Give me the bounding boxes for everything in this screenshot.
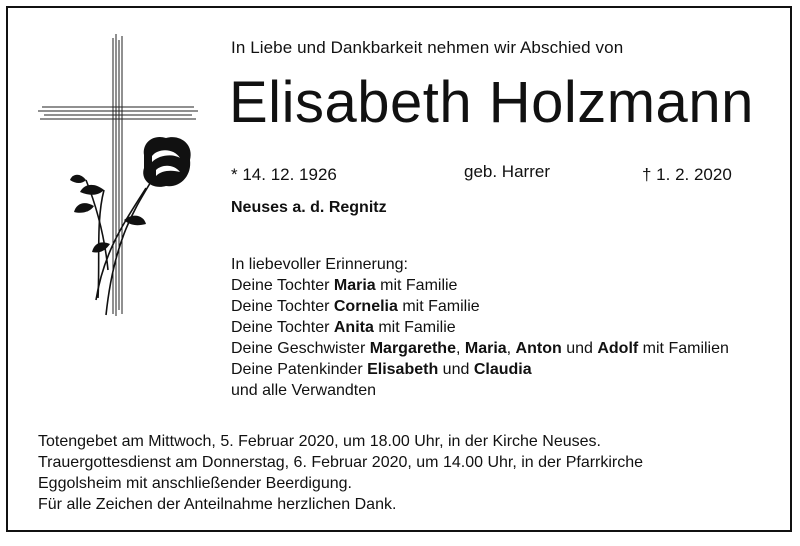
obituary-notice	[6, 6, 792, 532]
service-line: Eggolsheim mit anschließender Beerdigung.	[38, 475, 352, 492]
mourner-line: Deine Tochter Maria mit Familie	[231, 277, 458, 294]
thanks-line: Für alle Zeichen der Anteilnahme herzlichen Dank.	[38, 496, 397, 513]
deceased-name: Elisabeth Holzmann	[229, 70, 754, 135]
cross-with-rose-icon	[34, 30, 204, 320]
service-info	[38, 431, 643, 515]
death-date: † 1. 2. 2020	[642, 165, 732, 184]
mourner-line: Deine Tochter Anita mit Familie	[231, 319, 456, 336]
mourners-closing: und alle Verwandten	[231, 382, 376, 399]
mourners-list	[231, 254, 729, 401]
mourner-line: Deine Patenkinder Elisabeth und Claudia	[231, 361, 532, 378]
service-line: Trauergottesdienst am Donnerstag, 6. Februar 2020, um 14.00 Uhr, in der Pfarrkirche	[38, 454, 644, 471]
residence-place: Neuses a. d. Regnitz	[231, 199, 387, 216]
service-line: Totengebet am Mittwoch, 5. Februar 2020, um 18.00 Uhr, in der Kirche Neuses.	[38, 433, 601, 450]
mourner-line: Deine Tochter Cornelia mit Familie	[231, 298, 480, 315]
intro-text: In Liebe und Dankbarkeit nehmen wir Abschied von	[231, 38, 624, 57]
mourners-heading: In liebevoller Erinnerung:	[231, 256, 408, 273]
birth-date: * 14. 12. 1926	[231, 165, 337, 184]
maiden-name: geb. Harrer	[464, 162, 550, 181]
mourner-line: Deine Geschwister Margarethe, Maria, Anton und Adolf mit Familien	[231, 340, 729, 357]
